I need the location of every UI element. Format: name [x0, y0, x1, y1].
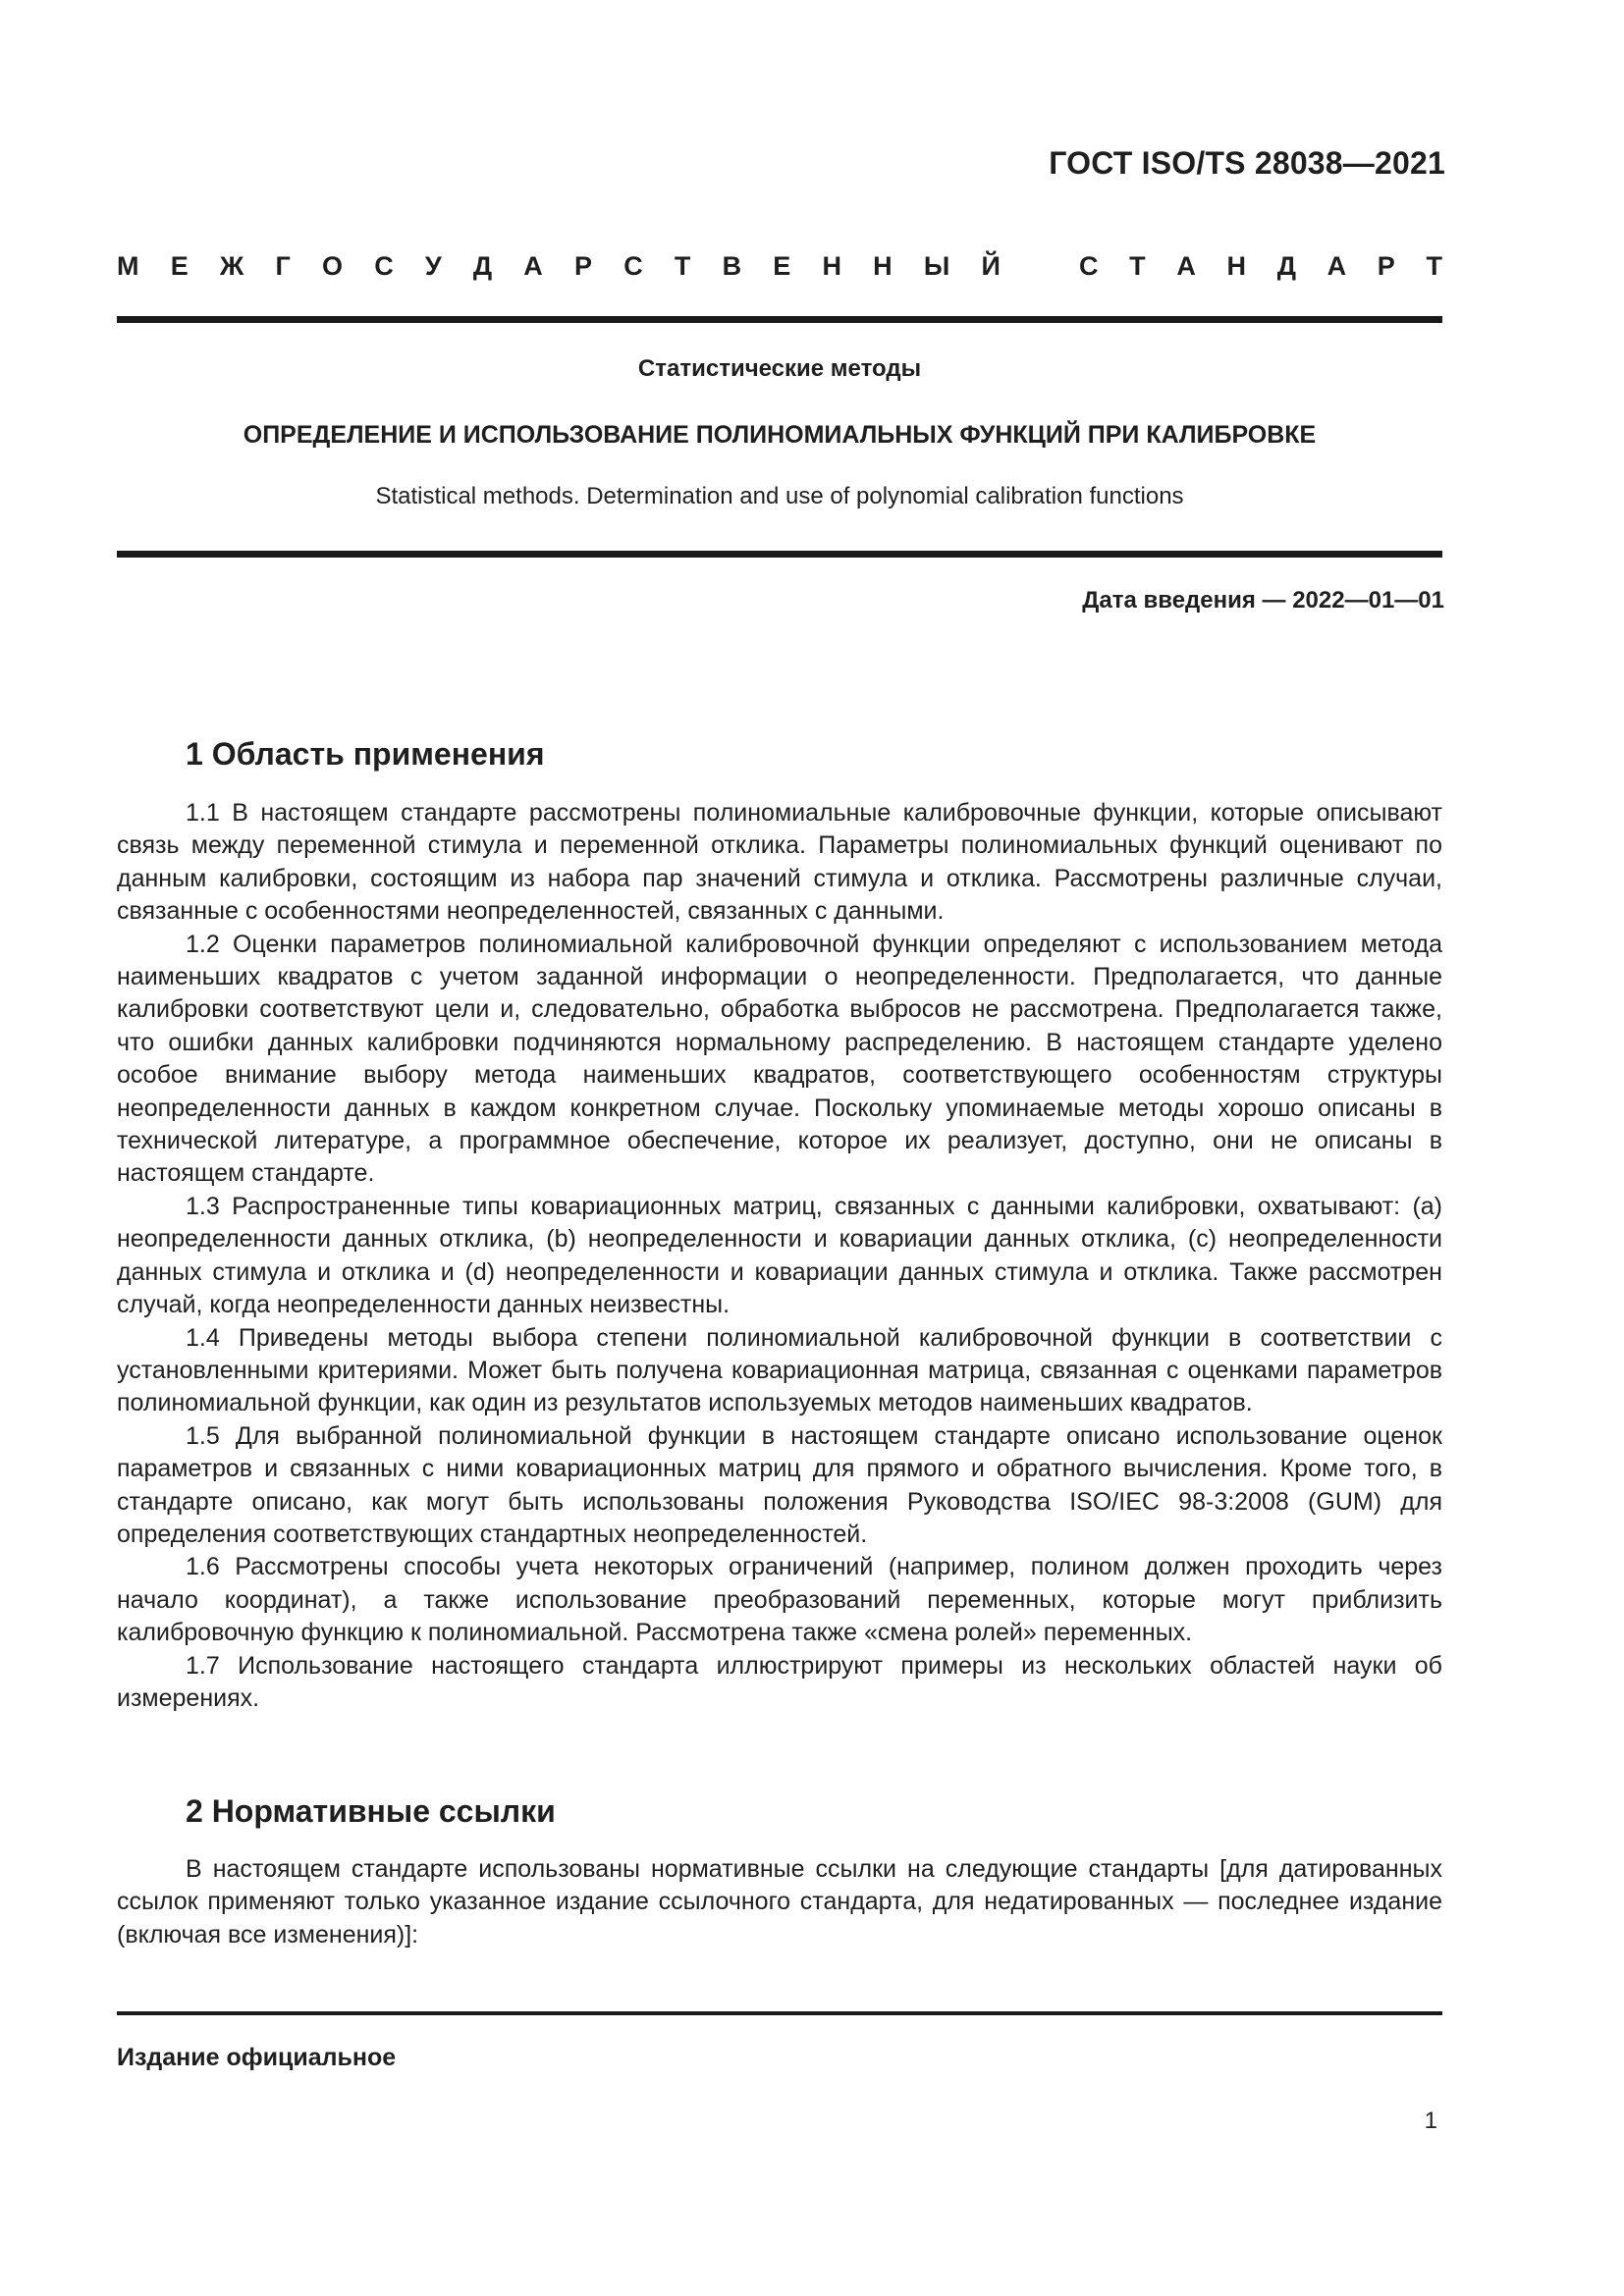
banner-letter: А [1326, 251, 1347, 281]
paragraph-1-3: 1.3 Распространенные типы ковариационных матриц, связанных с данными калибровки, охватывают: (a) неопределенности данных отклика, (b) неопределенности и ковариации данных отклика, (c) неопределенности данных стимула и отклика и (d) неопределенности и ковариации данных стимула и отклика. Также рассмотрен случай, когда неопределенности данных неизвестны. [117, 1192, 1442, 1319]
document-title-en: Statistical methods. Determination and use of polynomial calibration functions [375, 483, 1184, 509]
banner-letter: С [623, 251, 643, 281]
banner-letter: Е [170, 251, 189, 281]
banner-letter: Ж [219, 251, 244, 281]
document-number: ГОСТ ISO/TS 28038—2021 [1049, 145, 1445, 181]
banner-letter: Е [773, 251, 791, 281]
banner-letter: Р [573, 251, 592, 281]
banner-word-standard [1079, 251, 1442, 282]
edition-label: Издание официальное [117, 2044, 397, 2071]
paragraph-1-2: 1.2 Оценки параметров полиномиальной калибровочной функции определяют с использованием метода наименьших квадратов с учетом заданной информации о неопределенности. Предполагается, что данные калибровки соответствуют цели и, следовательно, обработка выбросов не рассмотрена. Предполагается также, что ошибки данных калибровки подчиняются нормальному распределению. В настоящем стандарте уделено особое внимание выбору метода наименьших квадратов, соответствующего особенностям структуры неопределенности данных в каждом конкретном случае. Поскольку упоминаемые методы хорошо описаны в технической литературе, а программное обеспечение, которое их реализует, доступно, они не описаны в настоящем стандарте. [117, 930, 1442, 1188]
title-divider [117, 551, 1442, 558]
document-subtitle: Статистические методы [637, 355, 922, 382]
date-introduced: Дата введения — 2022—01—01 [1082, 587, 1444, 614]
banner-letter: О [321, 251, 343, 281]
paragraph-1-7: 1.7 Использование настоящего стандарта иллюстрируют примеры из нескольких областей науки об измерениях. [117, 1651, 1442, 1712]
banner-letter: Н [1226, 251, 1247, 281]
top-divider [117, 316, 1442, 323]
banner-letter: М [117, 251, 139, 281]
banner-letter: Ы [923, 251, 950, 281]
paragraph-1-4: 1.4 Приведены методы выбора степени полиномиальной калибровочной функции в соответствии с установленными критериями. Может быть получена ковариационная матрица, связанная с оценками параметров полиномиальной функции, как один из результатов используемых методов наименьших квадратов. [117, 1323, 1442, 1417]
banner-letter: Р [1377, 251, 1395, 281]
banner-letter: Н [873, 251, 893, 281]
interstate-standard-banner [117, 251, 1442, 282]
paragraph-1-1: 1.1 В настоящем стандарте рассмотрены полиномиальные калибровочные функции, которые описывают связь между переменной стимула и переменной отклика. Параметры полиномиальных функций оценивают по данным калибровки, состоящим из набора пар значений стимула и отклика. Рассмотрены различные случаи, связанные с особенностями неопределенностей, связанных с данными. [117, 799, 1442, 926]
section-1-heading: 1 Область применения [186, 736, 545, 772]
banner-word-interstate [117, 251, 1001, 282]
banner-letter: Т [1426, 251, 1442, 281]
banner-letter: Д [472, 251, 493, 281]
document-title-ru: ОПРЕДЕЛЕНИЕ И ИСПОЛЬЗОВАНИЕ ПОЛИНОМИАЛЬНЫХ ФУНКЦИЙ ПРИ КАЛИБРОВКЕ [243, 421, 1317, 449]
banner-letter: Т [674, 251, 691, 281]
section-2-heading: 2 Нормативные ссылки [186, 1793, 556, 1829]
banner-letter: А [1176, 251, 1196, 281]
section-1-body [117, 797, 1442, 1715]
footer-divider [117, 2011, 1442, 2015]
banner-letter: А [523, 251, 543, 281]
banner-letter: Н [822, 251, 841, 281]
page-number: 1 [1424, 2108, 1437, 2134]
section-2-body [117, 1853, 1442, 1951]
banner-letter: У [424, 251, 442, 281]
banner-letter: С [1079, 251, 1099, 281]
banner-letter: С [374, 251, 394, 281]
banner-letter: Т [1129, 251, 1146, 281]
banner-letter: Д [1276, 251, 1296, 281]
paragraph-1-5: 1.5 Для выбранной полиномиальной функции в настоящем стандарте описано использование оценок параметров и связанных с ними ковариационных матриц для прямого и обратного вычисления. Кроме того, в стандарте описано, как могут быть использованы положения Руководства ISO/IEC 98-3:2008 (GUM) для определения соответствующих стандартных неопределенностей. [117, 1421, 1442, 1548]
paragraph-2-1: В настоящем стандарте использованы нормативные ссылки на следующие стандарты [для датированных ссылок применяют только указанное издание ссылочного стандарта, для недатированных — последнее издание (включая все изменения)]: [117, 1855, 1442, 1949]
banner-letter: В [722, 251, 742, 281]
banner-letter: Г [275, 251, 291, 281]
paragraph-1-6: 1.6 Рассмотрены способы учета некоторых ограничений (например, полином должен проходить через начало координат), а также использование преобразований переменных, которые могут приблизить калибровочную функцию к полиномиальной. Рассмотрена также «смена ролей» переменных. [117, 1553, 1442, 1647]
banner-letter: Й [981, 251, 1001, 281]
